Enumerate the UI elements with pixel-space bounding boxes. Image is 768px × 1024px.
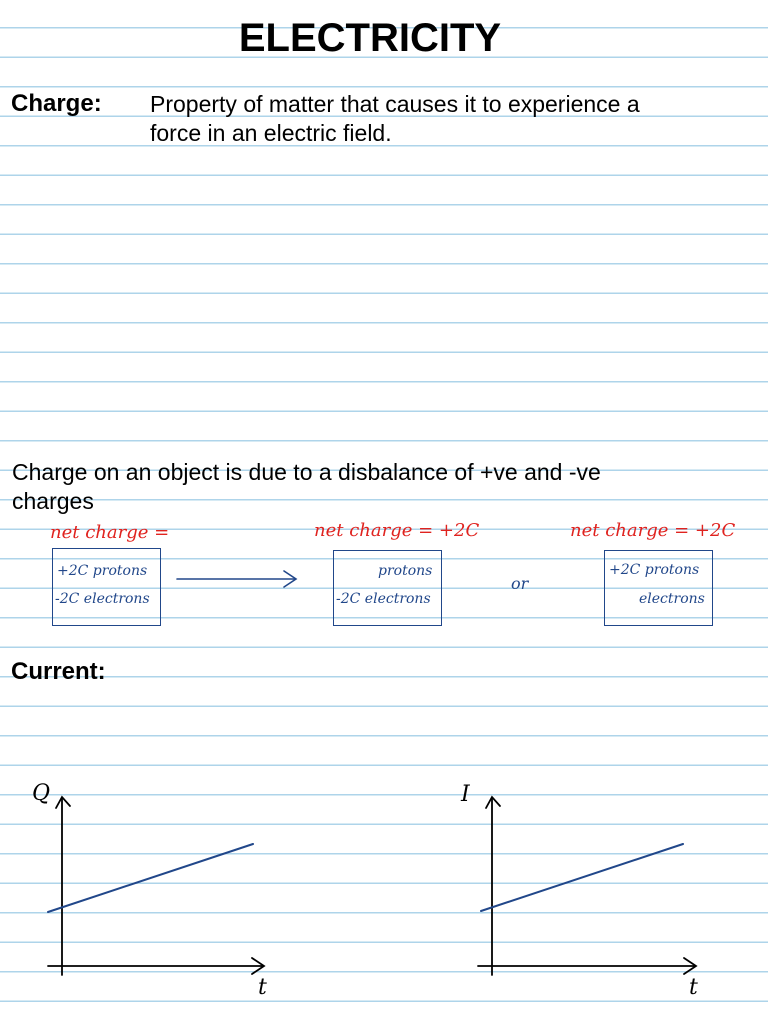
charge-definition-line2: force in an electric field. <box>150 120 392 146</box>
imbalance-line1: Charge on an object is due to a disbalance of +ve and -ve <box>12 459 601 485</box>
q-graph-t-axis-label: t <box>258 975 267 1000</box>
q-graph-x-axis <box>48 958 264 974</box>
net-charge-label-1: net charge = <box>50 522 170 543</box>
box3-electrons: electrons <box>639 591 705 607</box>
or-label: or <box>511 574 529 593</box>
page-title: ELECTRICITY <box>238 16 502 60</box>
box2-protons: protons <box>378 563 433 579</box>
net-charge-label-2: net charge = +2C <box>314 520 480 541</box>
i-graph-line <box>481 844 683 911</box>
q-graph-line <box>48 844 253 912</box>
charge-definition-line1: Property of matter that causes it to experience a <box>150 91 640 117</box>
q-graph-y-axis <box>56 797 70 975</box>
i-graph-t-axis-label: t <box>689 975 698 1000</box>
box3-protons: +2C protons <box>609 562 700 578</box>
transition-arrow <box>177 571 296 587</box>
current-label: Current: <box>11 658 106 685</box>
current-time-graph <box>478 797 696 975</box>
i-graph-y-axis <box>486 797 500 975</box>
i-axis-label: I <box>461 782 470 807</box>
box1-protons: +2C protons <box>57 563 148 579</box>
charge-time-graph <box>48 797 264 975</box>
box1-electrons: -2C electrons <box>55 591 150 607</box>
net-charge-label-3: net charge = +2C <box>570 520 736 541</box>
q-axis-label: Q <box>32 781 51 806</box>
imbalance-line2: charges <box>12 488 94 514</box>
box2-electrons: -2C electrons <box>336 591 431 607</box>
charge-label: Charge: <box>11 90 102 117</box>
i-graph-x-axis <box>478 958 696 974</box>
